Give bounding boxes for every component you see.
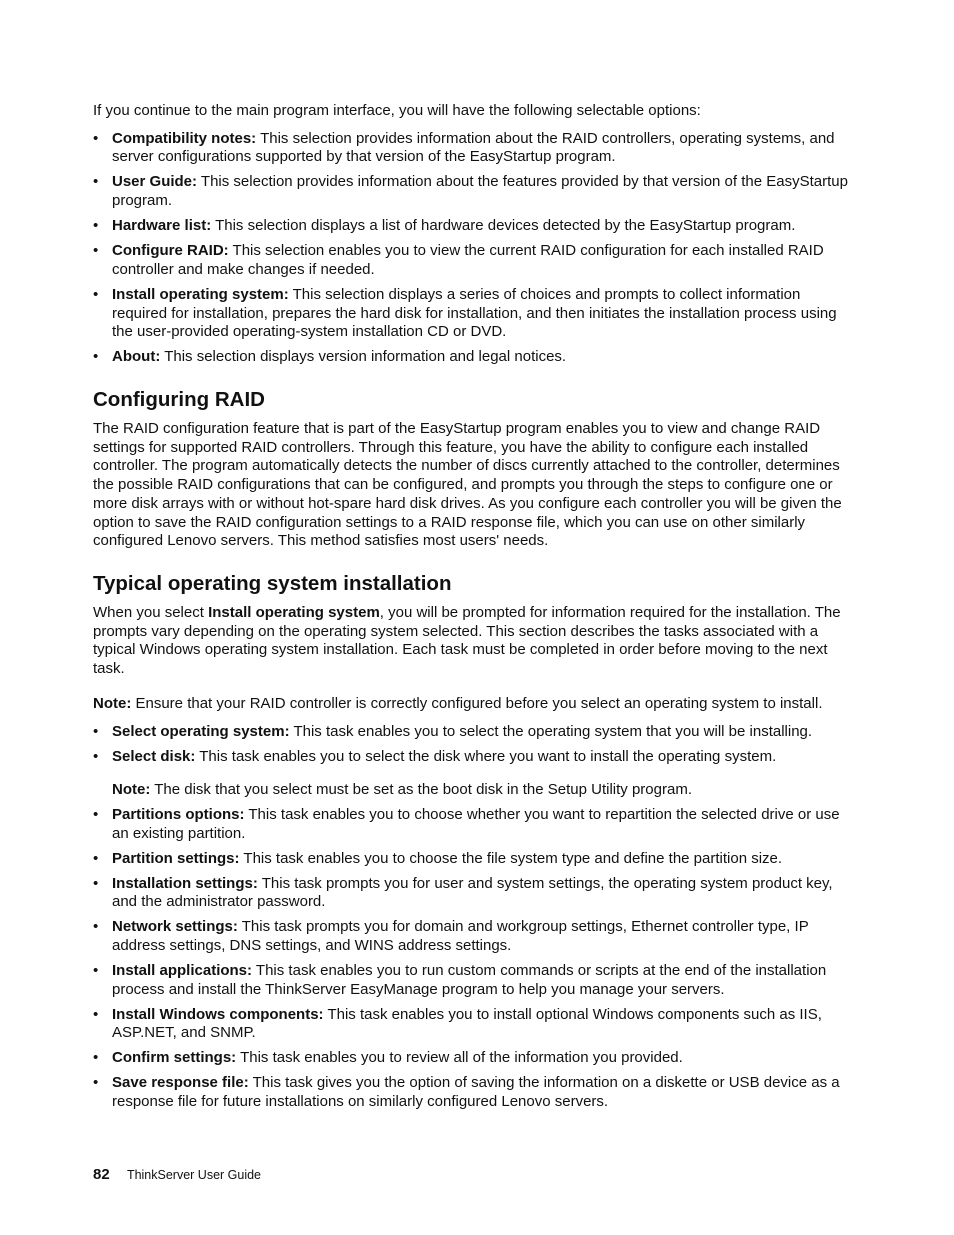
page-footer xyxy=(93,1166,261,1185)
options-section xyxy=(93,102,848,373)
tasks-list xyxy=(93,723,848,767)
intro-text: If you continue to the main program interface, you will have the following selectable options: xyxy=(93,102,701,119)
list-item: • Installation settings: This task prompts you for user and system settings, the operating system product key, and the administrator password. xyxy=(93,875,848,912)
page-number: 82 xyxy=(93,1166,110,1183)
list-item: • Partition settings: This task enables you to choose the file system type and define the partition size. xyxy=(93,850,848,869)
list-item: • Install operating system: This selection displays a series of choices and prompts to collect information required for installation, prepares the hard disk for installation, and then initiates the installation process using the user-provided operating-system installation CD or DVD. xyxy=(93,286,848,342)
list-item: • Select operating system: This task enables you to select the operating system that you will be installing. xyxy=(93,723,848,742)
list-item: • Select disk: This task enables you to select the disk where you want to install the operating system. xyxy=(93,748,848,767)
raid-body: The RAID configuration feature that is part of the EasyStartup program enables you to view and change RAID settings for supported RAID controllers. Through this feature, you have the ability to configure each installed controller. The program automatically detects the number of discs currently attached to the controller, determines the possible RAID configurations that can be configured, and prompts you through the steps to configure one or more disk arrays with or without hot-spare hard disk drives. As you configure each controller you will be given the option to save the RAID configuration settings to a RAID response file, which you can use on other similarly configured Lenovo servers. This method satisfies most users' needs. xyxy=(93,420,842,550)
options-list xyxy=(93,130,848,367)
list-item: • Save response file: This task gives you the option of saving the information on a diskette or USB device as a response file for future installations on similarly configured Lenovo servers. xyxy=(93,1074,848,1111)
list-item: • About: This selection displays version information and legal notices. xyxy=(93,348,848,367)
list-item: • Network settings: This task prompts you for domain and workgroup settings, Ethernet controller type, IP address settings, DNS settings, and WINS address settings. xyxy=(93,918,848,955)
install-section xyxy=(93,572,848,1118)
raid-note: Note: Ensure that your RAID controller is correctly configured before you select an operating system to install. xyxy=(93,694,823,712)
section-heading: Configuring RAID xyxy=(93,388,265,411)
list-item: • Partitions options: This task enables you to choose whether you want to repartition the selected drive or use an existing partition. xyxy=(93,806,848,843)
list-item: • Hardware list: This selection displays a list of hardware devices detected by the EasyStartup program. xyxy=(93,217,848,236)
footer-title: ThinkServer User Guide xyxy=(126,1168,262,1182)
section-heading: Typical operating system installation xyxy=(93,572,452,595)
raid-section xyxy=(93,388,848,551)
list-item: • Install Windows components: This task enables you to install optional Windows components such as IIS, ASP.NET, and SNMP. xyxy=(93,1006,848,1043)
tasks-list-continued xyxy=(93,806,848,1112)
install-intro: When you select Install operating system, you will be prompted for information required for the installation. The prompts vary depending on the operating system selected. This section describes the tasks associated with a typical Windows operating system installation. Each task must be completed in order before moving to the next task. xyxy=(93,604,841,678)
list-item: • Configure RAID: This selection enables you to view the current RAID configuration for each installed RAID controller and make changes if needed. xyxy=(93,242,848,279)
list-item: • Compatibility notes: This selection provides information about the RAID controllers, operating systems, and server configurations supported by that version of the EasyStartup program. xyxy=(93,130,848,167)
list-item: • Install applications: This task enables you to run custom commands or scripts at the end of the installation process and install the ThinkServer EasyManage program to help you manage your servers. xyxy=(93,962,848,999)
list-item: • User Guide: This selection provides information about the features provided by that version of the EasyStartup program. xyxy=(93,173,848,210)
list-item: • Confirm settings: This task enables you to review all of the information you provided. xyxy=(93,1049,848,1068)
disk-note: Note: The disk that you select must be set as the boot disk in the Setup Utility program. xyxy=(112,781,692,799)
